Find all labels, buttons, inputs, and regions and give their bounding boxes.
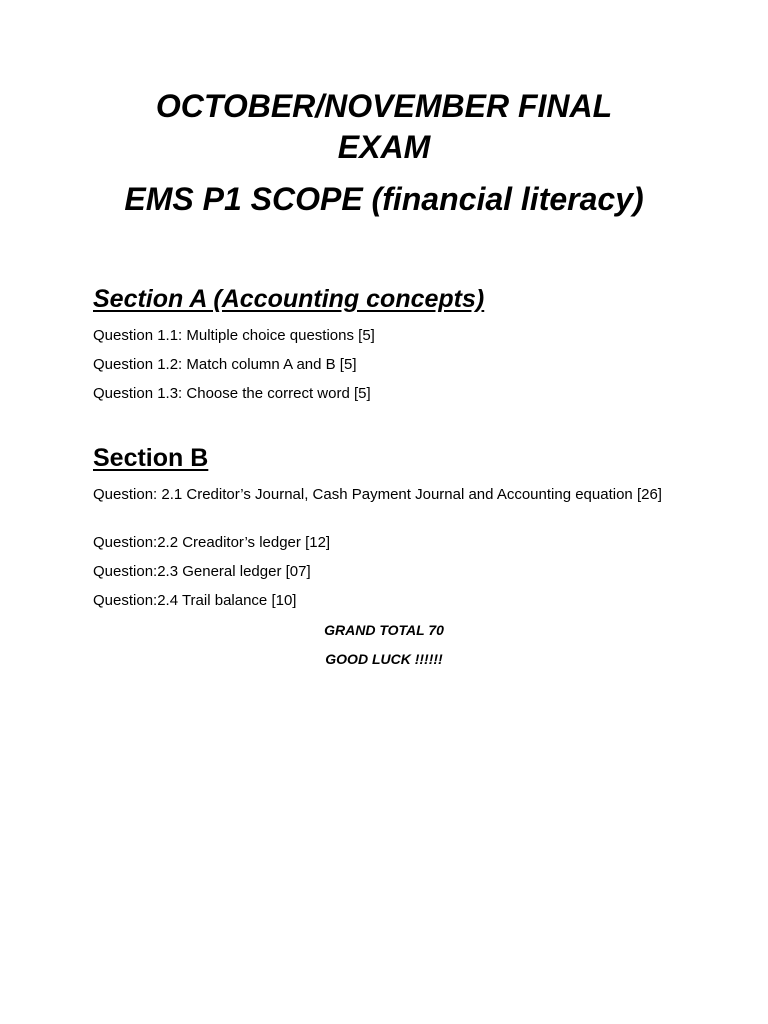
grand-total: GRAND TOTAL 70 (324, 622, 444, 638)
title-line-1: OCTOBER/NOVEMBER FINAL (155, 88, 613, 124)
good-luck: GOOD LUCK !!!!!! (325, 651, 443, 667)
section-a-heading: Section A (Accounting concepts) (93, 285, 485, 313)
question-1-3: Question 1.3: Choose the correct word [5] (93, 385, 371, 402)
question-1-2: Question 1.2: Match column A and B [5] (93, 356, 357, 373)
question-2-3: Question:2.3 General ledger [07] (93, 563, 311, 580)
question-2-1: Question: 2.1 Creditor’s Journal, Cash Payment Journal and Accounting equation [26] (93, 486, 662, 503)
question-2-2: Question:2.2 Creaditor’s ledger [12] (93, 534, 331, 551)
document-subtitle: EMS P1 SCOPE (financial literacy) (124, 181, 644, 217)
question-1-1: Question 1.1: Multiple choice questions [5] (93, 327, 375, 344)
title-line-2: EXAM (337, 129, 431, 165)
section-b-heading: Section B (93, 444, 209, 472)
question-2-4: Question:2.4 Trail balance [10] (93, 592, 297, 609)
